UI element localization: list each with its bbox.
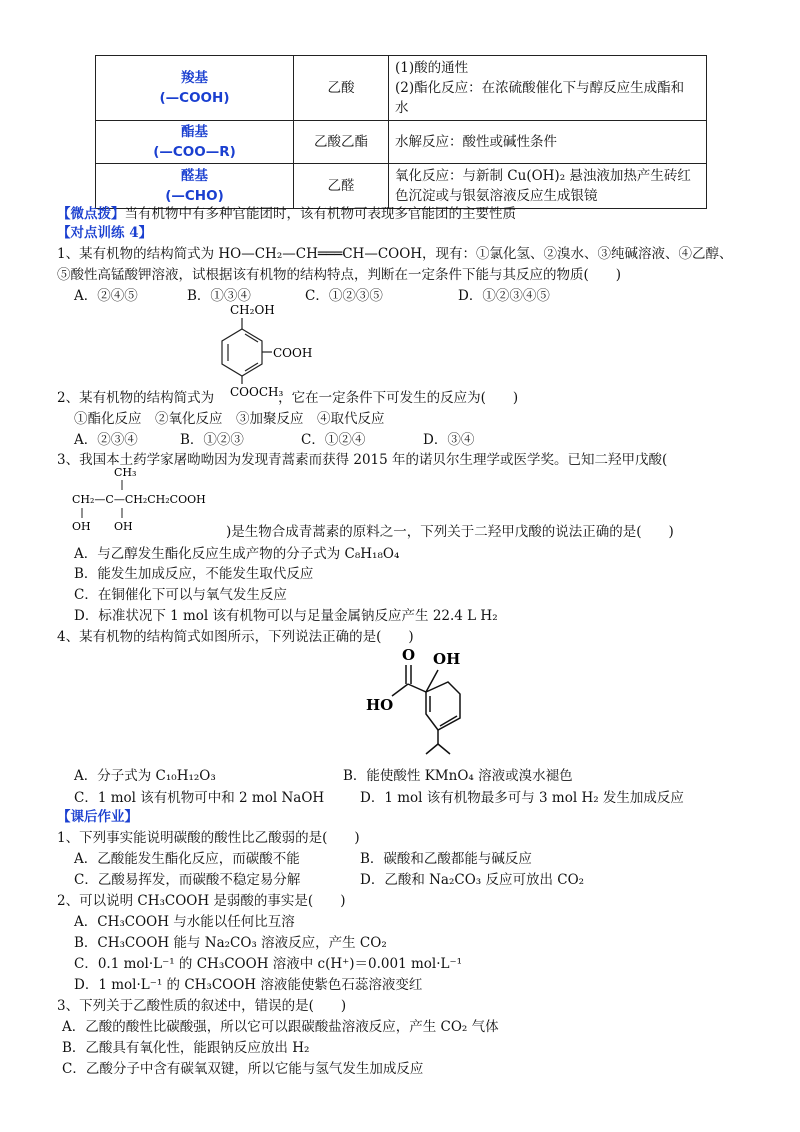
property-cell: 水解反应：酸性或碱性条件 (389, 121, 707, 164)
structure-q3 (70, 462, 240, 534)
question-4-line-1: 4、某有机物的结构简式如图所示，下列说法正确的是( ) (57, 629, 414, 645)
option-c: C．1 mol 该有机物可中和 2 mol NaOH (74, 790, 325, 806)
homework-1-line-1: 1、下列事实能说明碳酸的酸性比乙酸弱的是( ) (57, 830, 360, 846)
option-a: A．CH₃COOH 与水能以任何比互溶 (74, 914, 295, 930)
carbonyl-o-label: O (402, 646, 416, 664)
option-a: A．乙酸的酸性比碳酸强，所以它可以跟碳酸盐溶液反应，产生 CO₂ 气体 (62, 1019, 499, 1035)
option-c: C．乙酸易挥发，而碳酸不稳定易分解 (74, 872, 301, 888)
option-d: D．③④ (423, 432, 475, 448)
example-cell: 乙酸乙酯 (294, 121, 389, 164)
option-b: B．碳酸和乙酸都能与碱反应 (360, 851, 532, 867)
option-d: D．乙酸和 Na₂CO₃ 反应可放出 CO₂ (360, 872, 585, 888)
question-1-line-1: 1、某有机物的结构简式为 HO—CH₂—CH═══CH—COOH，现有：①氯化氢、②溴水、③纯碱溶液、④乙醇、 (57, 246, 733, 262)
homework-3-line-1: 3、下列关于乙酸性质的叙述中，错误的是( ) (57, 998, 347, 1014)
main-chain-label: CH₂—C—CH₂CH₂COOH (72, 493, 206, 506)
question-1-line-2: ⑤酸性高锰酸钾溶液，试根据该有机物的结构特点，判断在一定条件下能与其反应的物质( ) (57, 267, 622, 283)
option-d: D．1 mol 该有机物最多可与 3 mol H₂ 发生加成反应 (360, 790, 684, 806)
question-2-stem-end: ，它在一定条件下可发生的反应为( ) (278, 390, 519, 406)
section-heading: 【对点训练 4】 (57, 225, 153, 241)
question-3-line-2: )是生物合成青蒿素的原料之一，下列关于二羟甲戊酸的说法正确的是( ) (226, 524, 674, 540)
property-cell: (1)酸的通性 (2)酯化反应：在浓硫酸催化下与醇反应生成酯和 水 (389, 56, 707, 121)
tip-line (57, 202, 516, 222)
property-cell: 氧化反应：与新制 Cu(OH)₂ 悬浊液加热产生砖红 色沉淀或与银氨溶液反应生成银镜 (389, 164, 707, 209)
structure-q4 (360, 640, 480, 760)
option-d: D．①②③④⑤ (458, 288, 550, 304)
oh-label: OH (433, 650, 461, 668)
functional-group-table (95, 55, 707, 209)
question-2-line-2: ①酯化反应 ②氧化反应 ③加聚反应 ④取代反应 (74, 411, 385, 427)
option-c: C．在铜催化下可以与氧气发生反应 (74, 587, 287, 603)
option-a: A．②③④ (74, 432, 138, 448)
option-d: D．1 mol·L⁻¹ 的 CH₃COOH 溶液能使紫色石蕊溶液变红 (74, 977, 423, 993)
group-right-label: COOH (273, 346, 313, 360)
option-a: A．与乙醇发生酯化反应生成产物的分子式为 C₈H₁₈O₄ (74, 546, 400, 562)
group-top-label: CH₂OH (230, 303, 275, 317)
example-cell: 乙酸 (294, 56, 389, 121)
option-c: C．乙酸分子中含有碳氧双键，所以它能与氢气发生加成反应 (62, 1061, 424, 1077)
hydroxyl-label-1: OH (72, 520, 91, 533)
option-a: A．乙酸能发生酯化反应，而碳酸不能 (74, 851, 300, 867)
option-a: A．②④⑤ (74, 288, 138, 304)
option-c: C．0.1 mol·L⁻¹ 的 CH₃COOH 溶液中 c(H⁺)＝0.001 mol·L⁻¹ (74, 956, 463, 972)
group-cell: 醛基 (—CHO) (96, 164, 294, 209)
option-d: D．标准状况下 1 mol 该有机物可以与足量金属钠反应产生 22.4 L H₂ (74, 608, 498, 624)
ho-label: HO (366, 696, 394, 714)
question-2-stem: 2、某有机物的结构简式为 (57, 390, 215, 406)
option-b: B．①②③ (180, 432, 244, 448)
example-cell: 乙醛 (294, 164, 389, 209)
methyl-label: CH₃ (114, 466, 137, 479)
homework-2-line-1: 2、可以说明 CH₃COOH 是弱酸的事实是( ) (57, 893, 346, 909)
option-c: C．①②③⑤ (305, 288, 383, 304)
tip-tag: 【微点拨】 (57, 206, 125, 222)
option-b: B．CH₃COOH 能与 Na₂CO₃ 溶液反应，产生 CO₂ (74, 935, 387, 951)
section-heading: 【课后作业】 (57, 809, 138, 825)
table-row (96, 121, 707, 164)
option-b: B．乙酸具有氧化性，能跟钠反应放出 H₂ (62, 1040, 310, 1056)
option-a: A．分子式为 C₁₀H₁₂O₃ (74, 768, 216, 784)
table-row (96, 56, 707, 121)
group-cell: 羧基 (—COOH) (96, 56, 294, 121)
option-b: B．能发生加成反应，不能发生取代反应 (74, 566, 314, 582)
group-cell: 酯基 (—COO—R) (96, 121, 294, 164)
question-3-line-1: 3、我国本土药学家屠呦呦因为发现青蒿素而获得 2015 年的诺贝尔生理学或医学奖。已知二羟甲戊酸( (57, 452, 668, 468)
tip-text: 当有机物中有多种官能团时，该有机物可表现多官能团的主要性质 (124, 206, 516, 222)
group-bottom-label: COOCH₃ (230, 385, 284, 399)
option-b: B．能使酸性 KMnO₄ 溶液或溴水褪色 (343, 768, 573, 784)
hydroxyl-label-2: OH (114, 520, 133, 533)
question-2-line-1 (57, 386, 518, 406)
option-c: C．①②④ (301, 432, 366, 448)
option-b: B．①③④ (187, 288, 251, 304)
